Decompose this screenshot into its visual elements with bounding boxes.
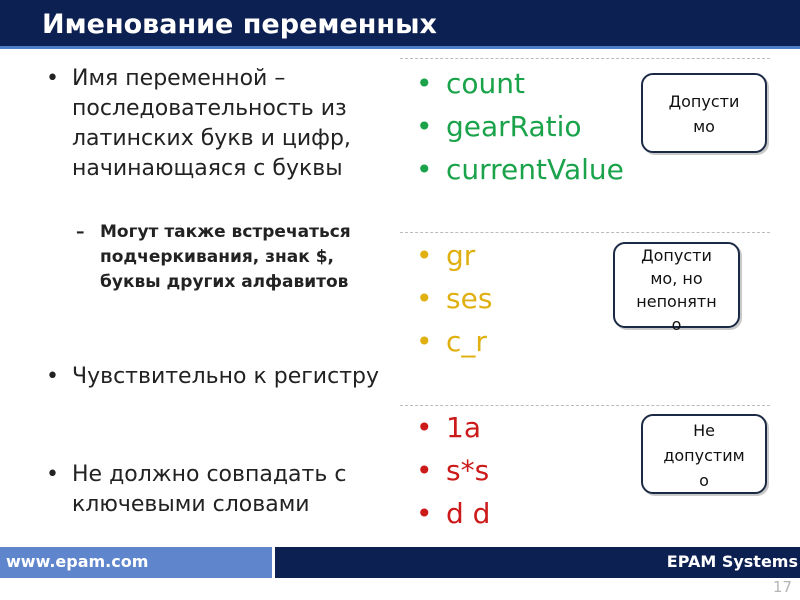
guide-line: [400, 58, 770, 59]
identifier-example: gr: [446, 239, 476, 272]
sub-bullet-dash: –: [76, 222, 85, 242]
footer-url-link[interactable]: www.epam.com: [6, 552, 149, 571]
bullet-dot: •: [46, 462, 59, 487]
footer-brand: EPAM Systems: [666, 552, 798, 571]
identifier-example: 1a: [446, 411, 481, 444]
title-underline: [0, 46, 800, 49]
bullet-dot: •: [416, 67, 433, 100]
bullet-dot: •: [46, 364, 59, 389]
identifier-example: s*s: [446, 454, 490, 487]
bullet-dot: •: [416, 153, 433, 186]
bullet-text: Чувствительно к регистру: [72, 364, 379, 389]
callout-line: непонятн: [636, 292, 717, 311]
footer: [0, 547, 800, 578]
callout-line: мо: [693, 117, 715, 136]
identifier-example: c_r: [446, 325, 487, 358]
identifier-example: gearRatio: [446, 110, 582, 143]
callout-line: Не: [693, 421, 715, 440]
title-bar: [0, 0, 800, 46]
sub-bullet-item: [76, 220, 400, 295]
callout-valid: [641, 73, 767, 153]
identifier-example: d d: [446, 497, 491, 530]
callout-line: Допусти: [668, 92, 740, 111]
bullet-dot: •: [416, 282, 433, 315]
bullet-dot: •: [416, 325, 433, 358]
bullet-text: Имя переменной – последовательность из латинских букв и цифр, начинающаяся с буквы: [72, 66, 351, 181]
bullet-dot: •: [416, 497, 433, 530]
page-title: Именование переменных: [42, 9, 437, 40]
bullet-dot: •: [46, 66, 59, 91]
sub-bullet-text: Могут также встречаться подчеркивания, знак $, буквы других алфавитов: [100, 222, 351, 292]
page-number: 17: [772, 578, 792, 596]
identifier-example: currentValue: [446, 153, 624, 186]
bullet-dot: •: [416, 454, 433, 487]
callout-line: Допусти: [641, 246, 712, 265]
footer-right-panel: [275, 547, 800, 578]
bullet-item-case: [46, 362, 392, 392]
callout-unclear: [613, 242, 740, 334]
bullet-item-keywords: [46, 460, 392, 520]
callout-invalid: [641, 414, 767, 494]
bullet-dot: •: [416, 110, 433, 143]
bullet-item-definition: [46, 64, 392, 184]
bullet-dot: •: [416, 239, 433, 272]
guide-line: [400, 405, 770, 406]
bullet-dot: •: [416, 411, 433, 444]
callout-line: допустим: [663, 446, 745, 465]
callout-line: о: [699, 471, 709, 490]
identifier-example: count: [446, 67, 525, 100]
bullet-text: Не должно совпадать с ключевыми словами: [72, 462, 347, 517]
identifier-example: ses: [446, 282, 493, 315]
footer-left-panel: [0, 547, 272, 578]
callout-line: о: [671, 315, 682, 334]
guide-line: [400, 232, 770, 233]
callout-line: мо, но: [650, 269, 703, 288]
